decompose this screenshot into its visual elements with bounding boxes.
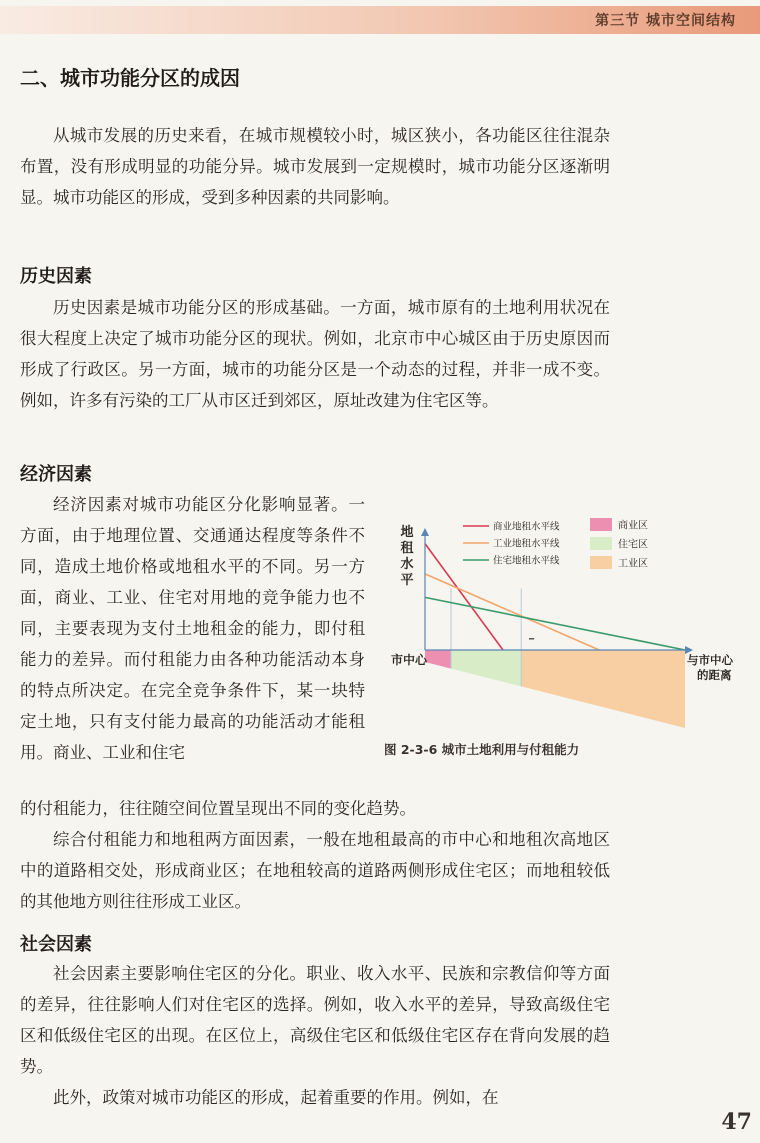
zone-1 — [451, 650, 521, 686]
rent-line-2 — [425, 597, 685, 650]
rent-figure — [385, 510, 750, 760]
land-use-zones — [425, 650, 685, 728]
zone-2 — [521, 650, 685, 728]
zone-0 — [425, 650, 451, 669]
x-axis-label-line1: 与市中心 — [687, 653, 733, 667]
legend-swatch-0 — [590, 518, 612, 531]
page-number: 47 — [721, 1109, 752, 1135]
social-paragraph-1: 社会因素主要影响住宅区的分化。职业、收入水平、民族和宗教信仰等方面的差异，往往影响人们对住宅区的选择。例如，收入水平的差异，导致高级住宅区和低级住宅区的出现。在区位上，高级住宅区和低级住宅区存在背向发展的趋势。 — [20, 964, 610, 1076]
economic-paragraph-part1: 经济因素对城市功能区分化影响显著。一方面，由于地理位置、交通通达程度等条件不同，造成土地价格或地租水平的不同。另一方面，商业、工业、住宅对用地的竞争能力也不同，主要表现为支付土地租金的能力，即付租能力的差异。而付租能力由各种功能活动本身的特点所决定。在完全竞争条件下，某一块特定土地，只有支付能力最高的功能活动才能租用。商业、工业和住宅 — [20, 495, 365, 762]
chapter-header: 第三节 城市空间结构 — [595, 13, 736, 29]
rent-chart — [385, 510, 750, 740]
economic-paragraph-part2: 的付租能力，往往随空间位置呈现出不同的变化趋势。 — [20, 799, 416, 818]
social-paragraph-2: 此外，政策对城市功能区的形成，起着重要的作用。例如，在 — [53, 1088, 499, 1107]
origin-label: 市中心 — [391, 653, 428, 667]
legend-zone-label-2: 工业区 — [618, 558, 648, 570]
legend-label-0: 商业地租水平线 — [493, 521, 560, 533]
section-title: 二、城市功能分区的成因 — [20, 66, 240, 90]
x-axis-label-line2: 的距离 — [697, 668, 732, 682]
social-heading: 社会因素 — [20, 934, 92, 955]
figure-caption: 图 2-3-6 城市土地利用与付租能力 — [384, 742, 580, 757]
history-paragraph: 历史因素是城市功能分区的形成基础。一方面，城市原有的土地利用状况在很大程度上决定了城市功能分区的现状。例如，北京市中心城区由于历史原因而形成了行政区。另一方面，城市的功能分区是一个动态的过程，并非一成不变。例如，许多有污染的工厂从市区迁到郊区，原址改建为住宅区等。 — [20, 298, 610, 410]
history-heading: 历史因素 — [20, 266, 92, 287]
legend-zone-label-1: 住宅区 — [618, 539, 648, 551]
intro-paragraph: 从城市发展的历史来看，在城市规模较小时，城区狭小，各功能区往往混杂布置，没有形成明显的功能分异。城市发展到一定规模时，城市功能分区逐渐明显。城市功能区的形成，受到多种因素的共同影响。 — [20, 126, 610, 207]
legend-label-2: 住宅地租水平线 — [493, 555, 560, 567]
chart-legend — [463, 518, 648, 570]
legend-label-1: 工业地租水平线 — [493, 538, 560, 550]
economic-paragraph-2: 综合付租能力和地租两方面因素，一般在地租最高的市中心和地租次高地区中的道路相交处，形成商业区；在地租较高的道路两侧形成住宅区；而地租较低的其他地方则往往形成工业区。 — [20, 830, 610, 911]
y-axis-arrow — [421, 528, 429, 536]
economic-heading: 经济因素 — [20, 464, 92, 485]
y-axis-label: 地租水平 — [400, 525, 414, 588]
legend-swatch-2 — [590, 556, 612, 569]
legend-swatch-1 — [590, 537, 612, 550]
legend-zone-label-0: 商业区 — [618, 520, 648, 532]
